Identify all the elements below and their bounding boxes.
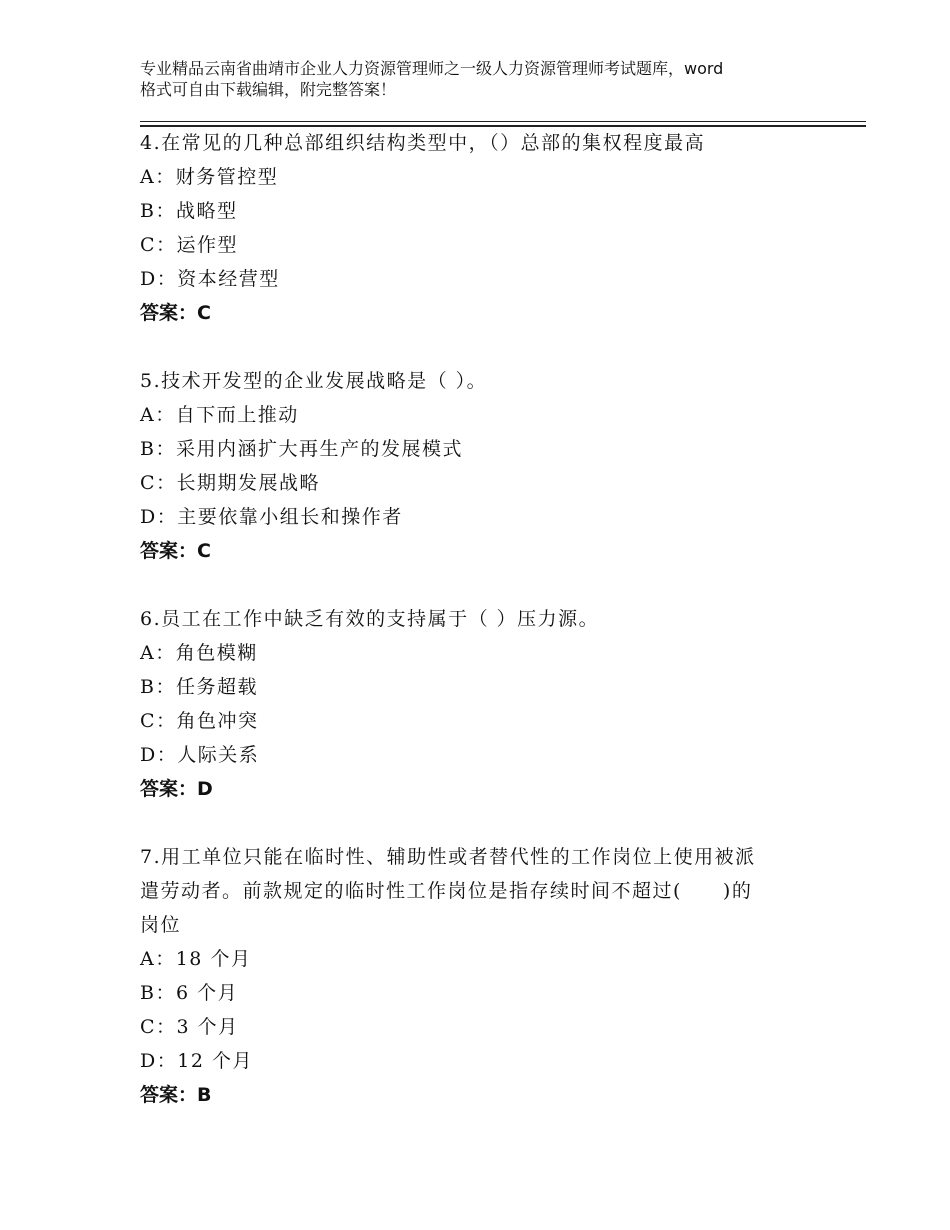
option-d: D：主要依靠小组长和操作者 xyxy=(140,506,403,528)
question-4 xyxy=(140,126,860,330)
document-header xyxy=(140,58,860,100)
option-c: C：运作型 xyxy=(140,234,239,256)
question-stem-line-3: 岗位 xyxy=(140,914,182,936)
question-6 xyxy=(140,602,860,806)
option-c: C：长期期发展战略 xyxy=(140,472,321,494)
option-c: C：3 个月 xyxy=(140,1016,239,1038)
option-d: D：人际关系 xyxy=(140,744,260,766)
header-divider-thin xyxy=(140,121,866,122)
answer-label: 答案：C xyxy=(140,302,211,324)
question-stem: 6.员工在工作中缺乏有效的支持属于（ ）压力源。 xyxy=(140,608,600,630)
question-list xyxy=(140,126,860,1146)
question-stem: 5.技术开发型的企业发展战略是（ ）。 xyxy=(140,370,488,392)
header-line-1: 专业精品云南省曲靖市企业人力资源管理师之一级人力资源管理师考试题库，word xyxy=(140,59,724,78)
option-a: A：18 个月 xyxy=(140,948,252,970)
question-7 xyxy=(140,840,860,1112)
option-c: C：角色冲突 xyxy=(140,710,259,732)
option-b: B：任务超载 xyxy=(140,676,258,698)
option-a: A：自下而上推动 xyxy=(140,404,299,426)
option-b: B：战略型 xyxy=(140,200,238,222)
header-line-2: 格式可自由下载编辑，附完整答案！ xyxy=(140,80,397,99)
option-d: D：12 个月 xyxy=(140,1050,253,1072)
option-a: A：财务管控型 xyxy=(140,166,279,188)
question-5 xyxy=(140,364,860,568)
option-b: B：6 个月 xyxy=(140,982,239,1004)
answer-label: 答案：B xyxy=(140,1084,212,1106)
option-b: B：采用内涵扩大再生产的发展模式 xyxy=(140,438,463,460)
question-stem: 4.在常见的几种总部组织结构类型中，（）总部的集权程度最高 xyxy=(140,132,706,154)
answer-label: 答案：D xyxy=(140,778,213,800)
question-stem-line-1: 7.用工单位只能在临时性、辅助性或者替代性的工作岗位上使用被派 xyxy=(140,846,756,868)
option-a: A：角色模糊 xyxy=(140,642,258,664)
answer-label: 答案：C xyxy=(140,540,211,562)
question-stem-line-2: 遣劳动者。前款规定的临时性工作岗位是指存续时间不超过( )的 xyxy=(140,880,753,902)
option-d: D：资本经营型 xyxy=(140,268,280,290)
